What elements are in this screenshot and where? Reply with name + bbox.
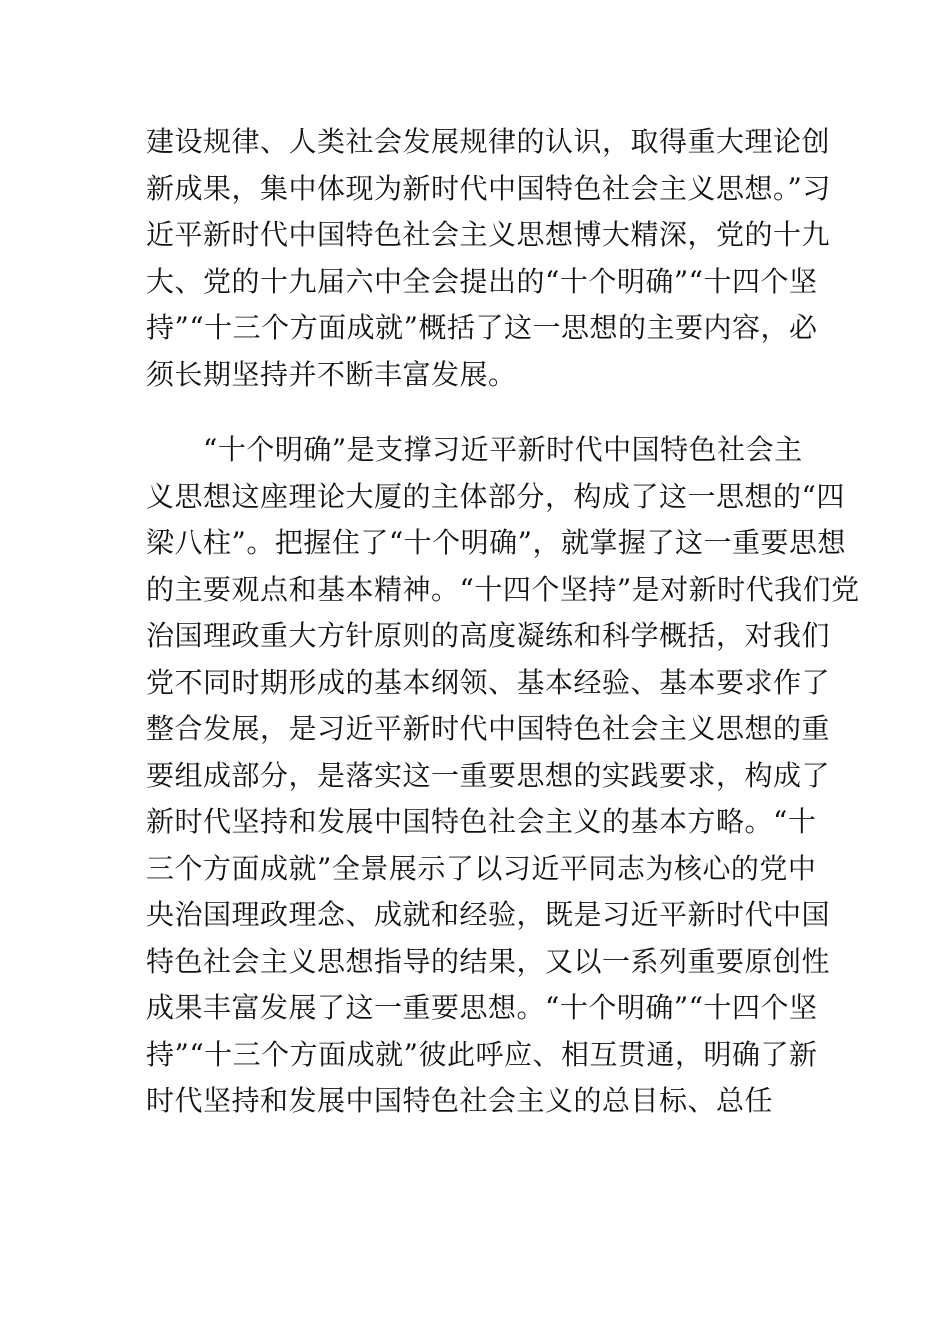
- paragraph-first-line: “十个明确”是支撑习近平新时代中国特色社会主: [203, 433, 803, 466]
- paragraph-line: 三个方面成就”全景展示了以习近平同志为核心的党中: [146, 851, 817, 885]
- paragraph-line: 持”“十三个方面成就”彼此呼应、相互贯通，明确了新: [146, 1037, 818, 1071]
- paragraph-line: 成果丰富发展了这一重要思想。“十个明确”“十四个坚: [146, 991, 818, 1024]
- paragraph-line: 新时代坚持和发展中国特色社会主义的基本方略。“十: [146, 805, 817, 838]
- paragraph-line: 央治国理政理念、成就和经验，既是习近平新时代中国: [146, 898, 831, 931]
- paragraph-2: [146, 427, 860, 1125]
- paragraph-line: 治国理政重大方针原则的高度凝练和科学概括，对我们: [146, 619, 831, 652]
- paragraph-1: [146, 119, 831, 398]
- paragraph-line: 时代坚持和发展中国特色社会主义的总目标、总任: [146, 1084, 774, 1117]
- paragraph-line: 梁八柱”。把握住了“十个明确”，就掌握了这一重要思想: [146, 526, 846, 559]
- paragraph-line: 的主要观点和基本精神。“十四个坚持”是对新时代我们党: [146, 572, 860, 606]
- paragraph-line: 近平新时代中国特色社会主义思想博大精深，党的十九: [146, 218, 831, 251]
- paragraph-line: 须长期坚持并不断丰富发展。: [146, 357, 517, 391]
- paragraph-line: 建设规律、人类社会发展规律的认识，取得重大理论创: [146, 125, 831, 158]
- paragraph-line: 党不同时期形成的基本纲领、基本经验、基本要求作了: [146, 665, 831, 699]
- paragraph-line: 持”“十三个方面成就”概括了这一思想的主要内容，必: [146, 311, 818, 344]
- paragraph-line: 要组成部分，是落实这一重要思想的实践要求，构成了: [146, 758, 831, 792]
- paragraph-line: 特色社会主义思想指导的结果，又以一系列重要原创性: [146, 944, 831, 978]
- paragraph-line: 整合发展，是习近平新时代中国特色社会主义思想的重: [146, 712, 831, 745]
- paragraph-line: 义思想这座理论大厦的主体部分，构成了这一思想的“四: [146, 479, 845, 513]
- paragraph-line: 大、党的十九届六中全会提出的“十个明确”“十四个坚: [146, 264, 818, 298]
- paragraph-line: 新成果，集中体现为新时代中国特色社会主义思想。”习: [146, 171, 831, 205]
